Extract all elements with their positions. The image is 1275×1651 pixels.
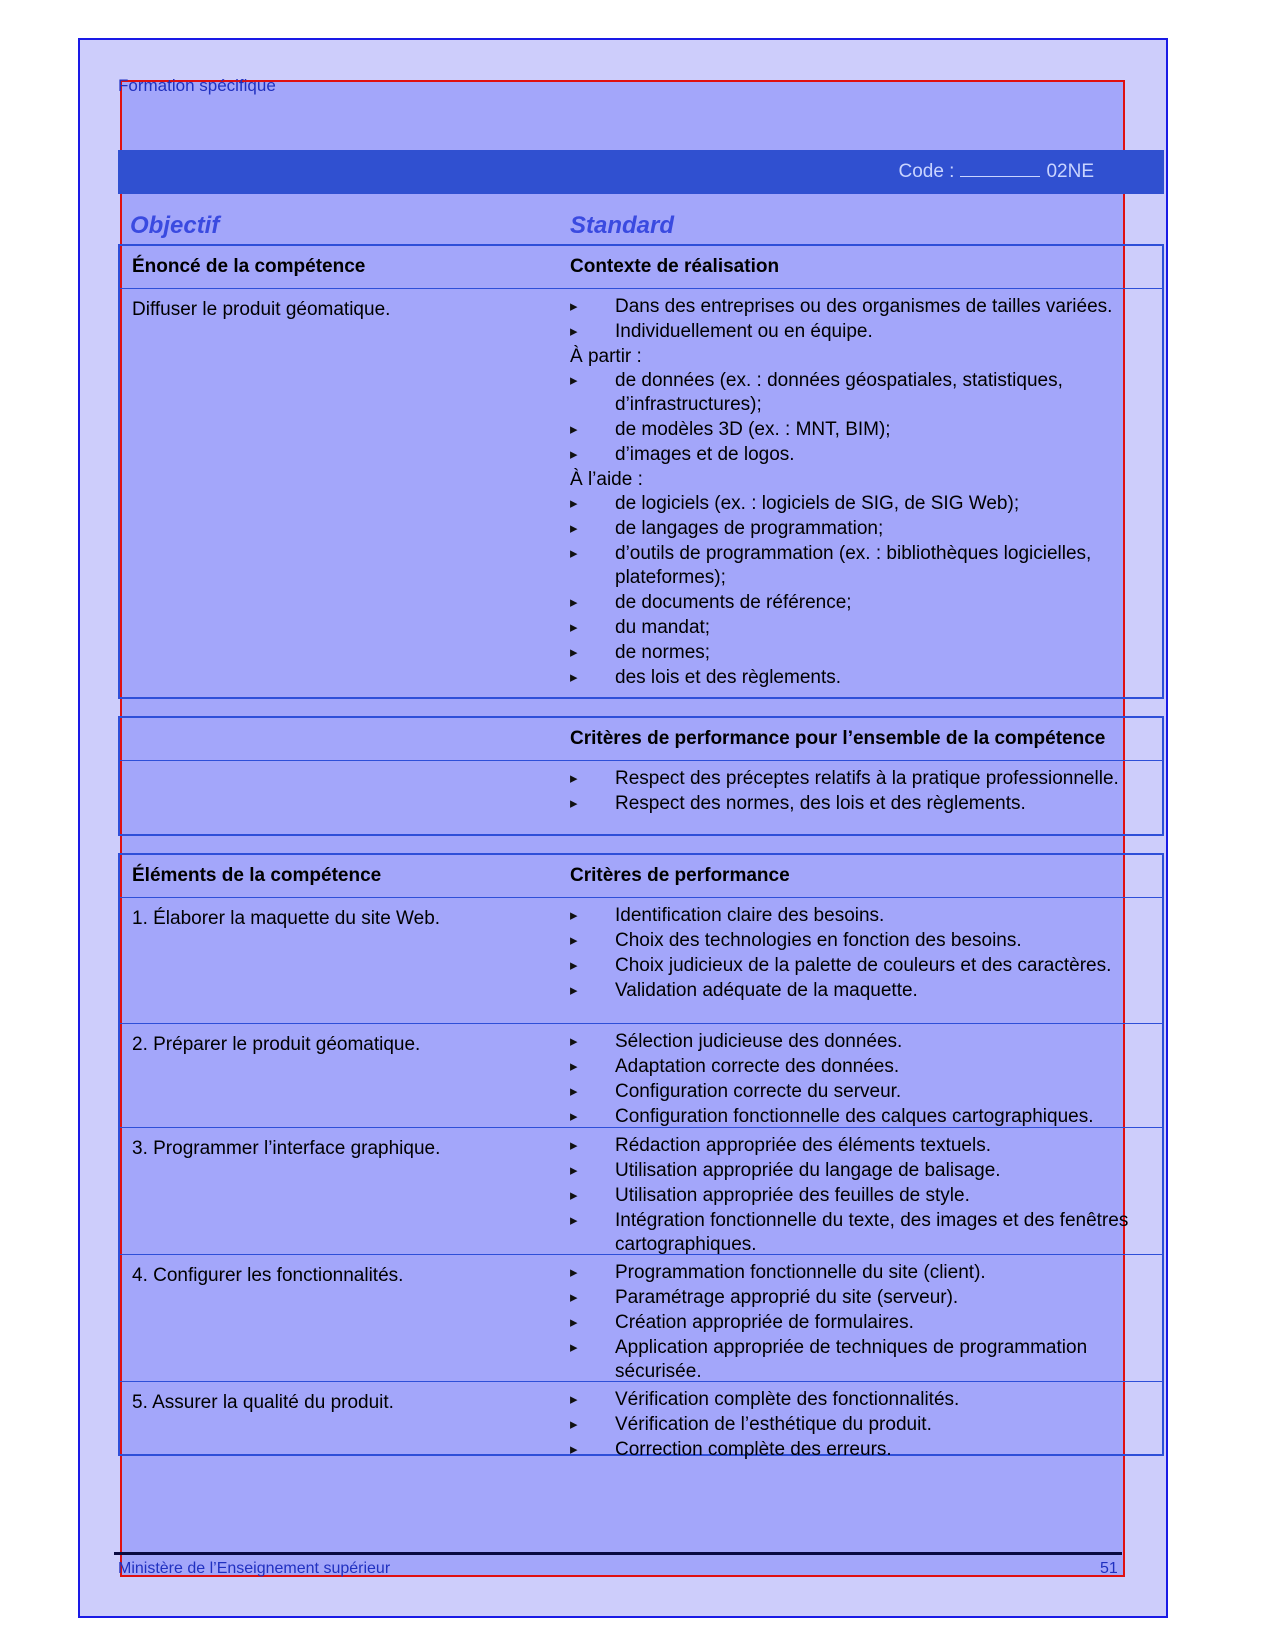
element-row	[120, 1255, 1162, 1382]
context-item: ▸ de normes;	[570, 641, 1152, 665]
context-item: ▸ de données (ex. : données géospatiales, statistiques, d’infrastructures);	[570, 369, 1152, 417]
elements-header: Éléments de la compétence	[132, 865, 382, 886]
element-criteria-list	[570, 1134, 1152, 1258]
objectif-title: Objectif	[130, 212, 220, 239]
context-item: ▸ d’outils de programmation (ex. : bibliothèques logicielles, plateformes);	[570, 542, 1152, 590]
overall-criteria-body-row	[120, 761, 1162, 835]
overall-criteria-header: Critères de performance pour l’ensemble de la compétence	[570, 728, 1106, 749]
element-criterion: ▸ Choix des technologies en fonction des besoins.	[570, 929, 1152, 953]
elements-header-row	[120, 855, 1162, 898]
element-criteria-list	[570, 1261, 1152, 1385]
element-criterion: ▸ Adaptation correcte des données.	[570, 1055, 1152, 1079]
element-criterion: ▸ Choix judicieux de la palette de couleurs et des caractères.	[570, 954, 1152, 978]
footer-page-number: 51	[1100, 1560, 1118, 1577]
element-criterion: ▸ Configuration fonctionnelle des calques cartographiques.	[570, 1105, 1152, 1129]
criteria-header: Critères de performance	[570, 865, 790, 886]
context-item: ▸ des lois et des règlements.	[570, 666, 1152, 690]
code-label: Code :	[898, 161, 955, 182]
context-header: Contexte de réalisation	[570, 256, 780, 277]
code-bar	[118, 150, 1164, 194]
element-criterion: ▸ Intégration fonctionnelle du texte, des images et des fenêtres cartographiques.	[570, 1209, 1152, 1257]
element-criteria-list	[570, 904, 1152, 1004]
element-criterion: ▸ Application appropriée de techniques de programmation sécurisée.	[570, 1336, 1152, 1384]
element-criterion: ▸ Vérification complète des fonctionnalités.	[570, 1388, 1152, 1412]
element-label: 1. Élaborer la maquette du site Web.	[132, 908, 441, 929]
program-label: Formation spécifique	[118, 76, 276, 95]
context-item: ▸ de logiciels (ex. : logiciels de SIG, de SIG Web);	[570, 492, 1152, 516]
code-value: 02NE	[1046, 161, 1094, 182]
context-item: ▸ Dans des entreprises ou des organismes de tailles variées.	[570, 295, 1152, 319]
element-row	[120, 898, 1162, 1024]
context-intro: À partir :	[570, 346, 642, 367]
competence-statement: Diffuser le produit géomatique.	[132, 299, 391, 320]
elements-section	[118, 853, 1164, 1460]
context-item: ▸ de modèles 3D (ex. : MNT, BIM);	[570, 418, 1152, 442]
competence-body-row	[120, 289, 1162, 694]
standard-title: Standard	[570, 212, 675, 239]
element-label: 3. Programmer l’interface graphique.	[132, 1138, 441, 1159]
element-row	[120, 1382, 1162, 1460]
element-row	[120, 1128, 1162, 1255]
context-list	[570, 295, 1152, 691]
element-criterion: ▸ Création appropriée de formulaires.	[570, 1311, 1152, 1335]
element-criterion: ▸ Identification claire des besoins.	[570, 904, 1152, 928]
context-intro: À l’aide :	[570, 469, 643, 490]
element-criteria-list	[570, 1388, 1152, 1463]
overall-criteria-list	[570, 767, 1152, 817]
overall-criterion: ▸ Respect des normes, des lois et des règlements.	[570, 792, 1152, 816]
element-criterion: ▸ Programmation fonctionnelle du site (client).	[570, 1261, 1152, 1285]
element-criterion: ▸ Configuration correcte du serveur.	[570, 1080, 1152, 1104]
footer-rule	[114, 1552, 1122, 1555]
footer-ministry: Ministère de l’Enseignement supérieur	[118, 1560, 391, 1577]
context-item: ▸ de langages de programmation;	[570, 517, 1152, 541]
element-criterion: ▸ Sélection judicieuse des données.	[570, 1030, 1152, 1054]
element-criterion: ▸ Correction complète des erreurs.	[570, 1438, 1152, 1462]
competence-statement-header: Énoncé de la compétence	[132, 256, 366, 277]
overall-criterion: ▸ Respect des préceptes relatifs à la pratique professionnelle.	[570, 767, 1152, 791]
element-label: 4. Configurer les fonctionnalités.	[132, 1265, 404, 1286]
element-criterion: ▸ Rédaction appropriée des éléments textuels.	[570, 1134, 1152, 1158]
element-criterion: ▸ Utilisation appropriée des feuilles de style.	[570, 1184, 1152, 1208]
context-item: ▸ du mandat;	[570, 616, 1152, 640]
element-criterion: ▸ Paramétrage approprié du site (serveur).	[570, 1286, 1152, 1310]
competence-header-row	[120, 246, 1162, 289]
context-item: ▸ d’images et de logos.	[570, 443, 1152, 467]
context-item: ▸ Individuellement ou en équipe.	[570, 320, 1152, 344]
overall-criteria-header-row	[120, 718, 1162, 761]
element-label: 2. Préparer le produit géomatique.	[132, 1034, 421, 1055]
overall-criteria-section	[118, 716, 1164, 836]
competence-section	[118, 244, 1164, 699]
element-criteria-list	[570, 1030, 1152, 1130]
code-block	[898, 161, 1094, 183]
element-criterion: ▸ Validation adéquate de la maquette.	[570, 979, 1152, 1003]
context-item: ▸ de documents de référence;	[570, 591, 1152, 615]
element-criterion: ▸ Vérification de l’esthétique du produit.	[570, 1413, 1152, 1437]
element-label: 5. Assurer la qualité du produit.	[132, 1392, 394, 1413]
element-criterion: ▸ Utilisation appropriée du langage de balisage.	[570, 1159, 1152, 1183]
element-row	[120, 1024, 1162, 1128]
